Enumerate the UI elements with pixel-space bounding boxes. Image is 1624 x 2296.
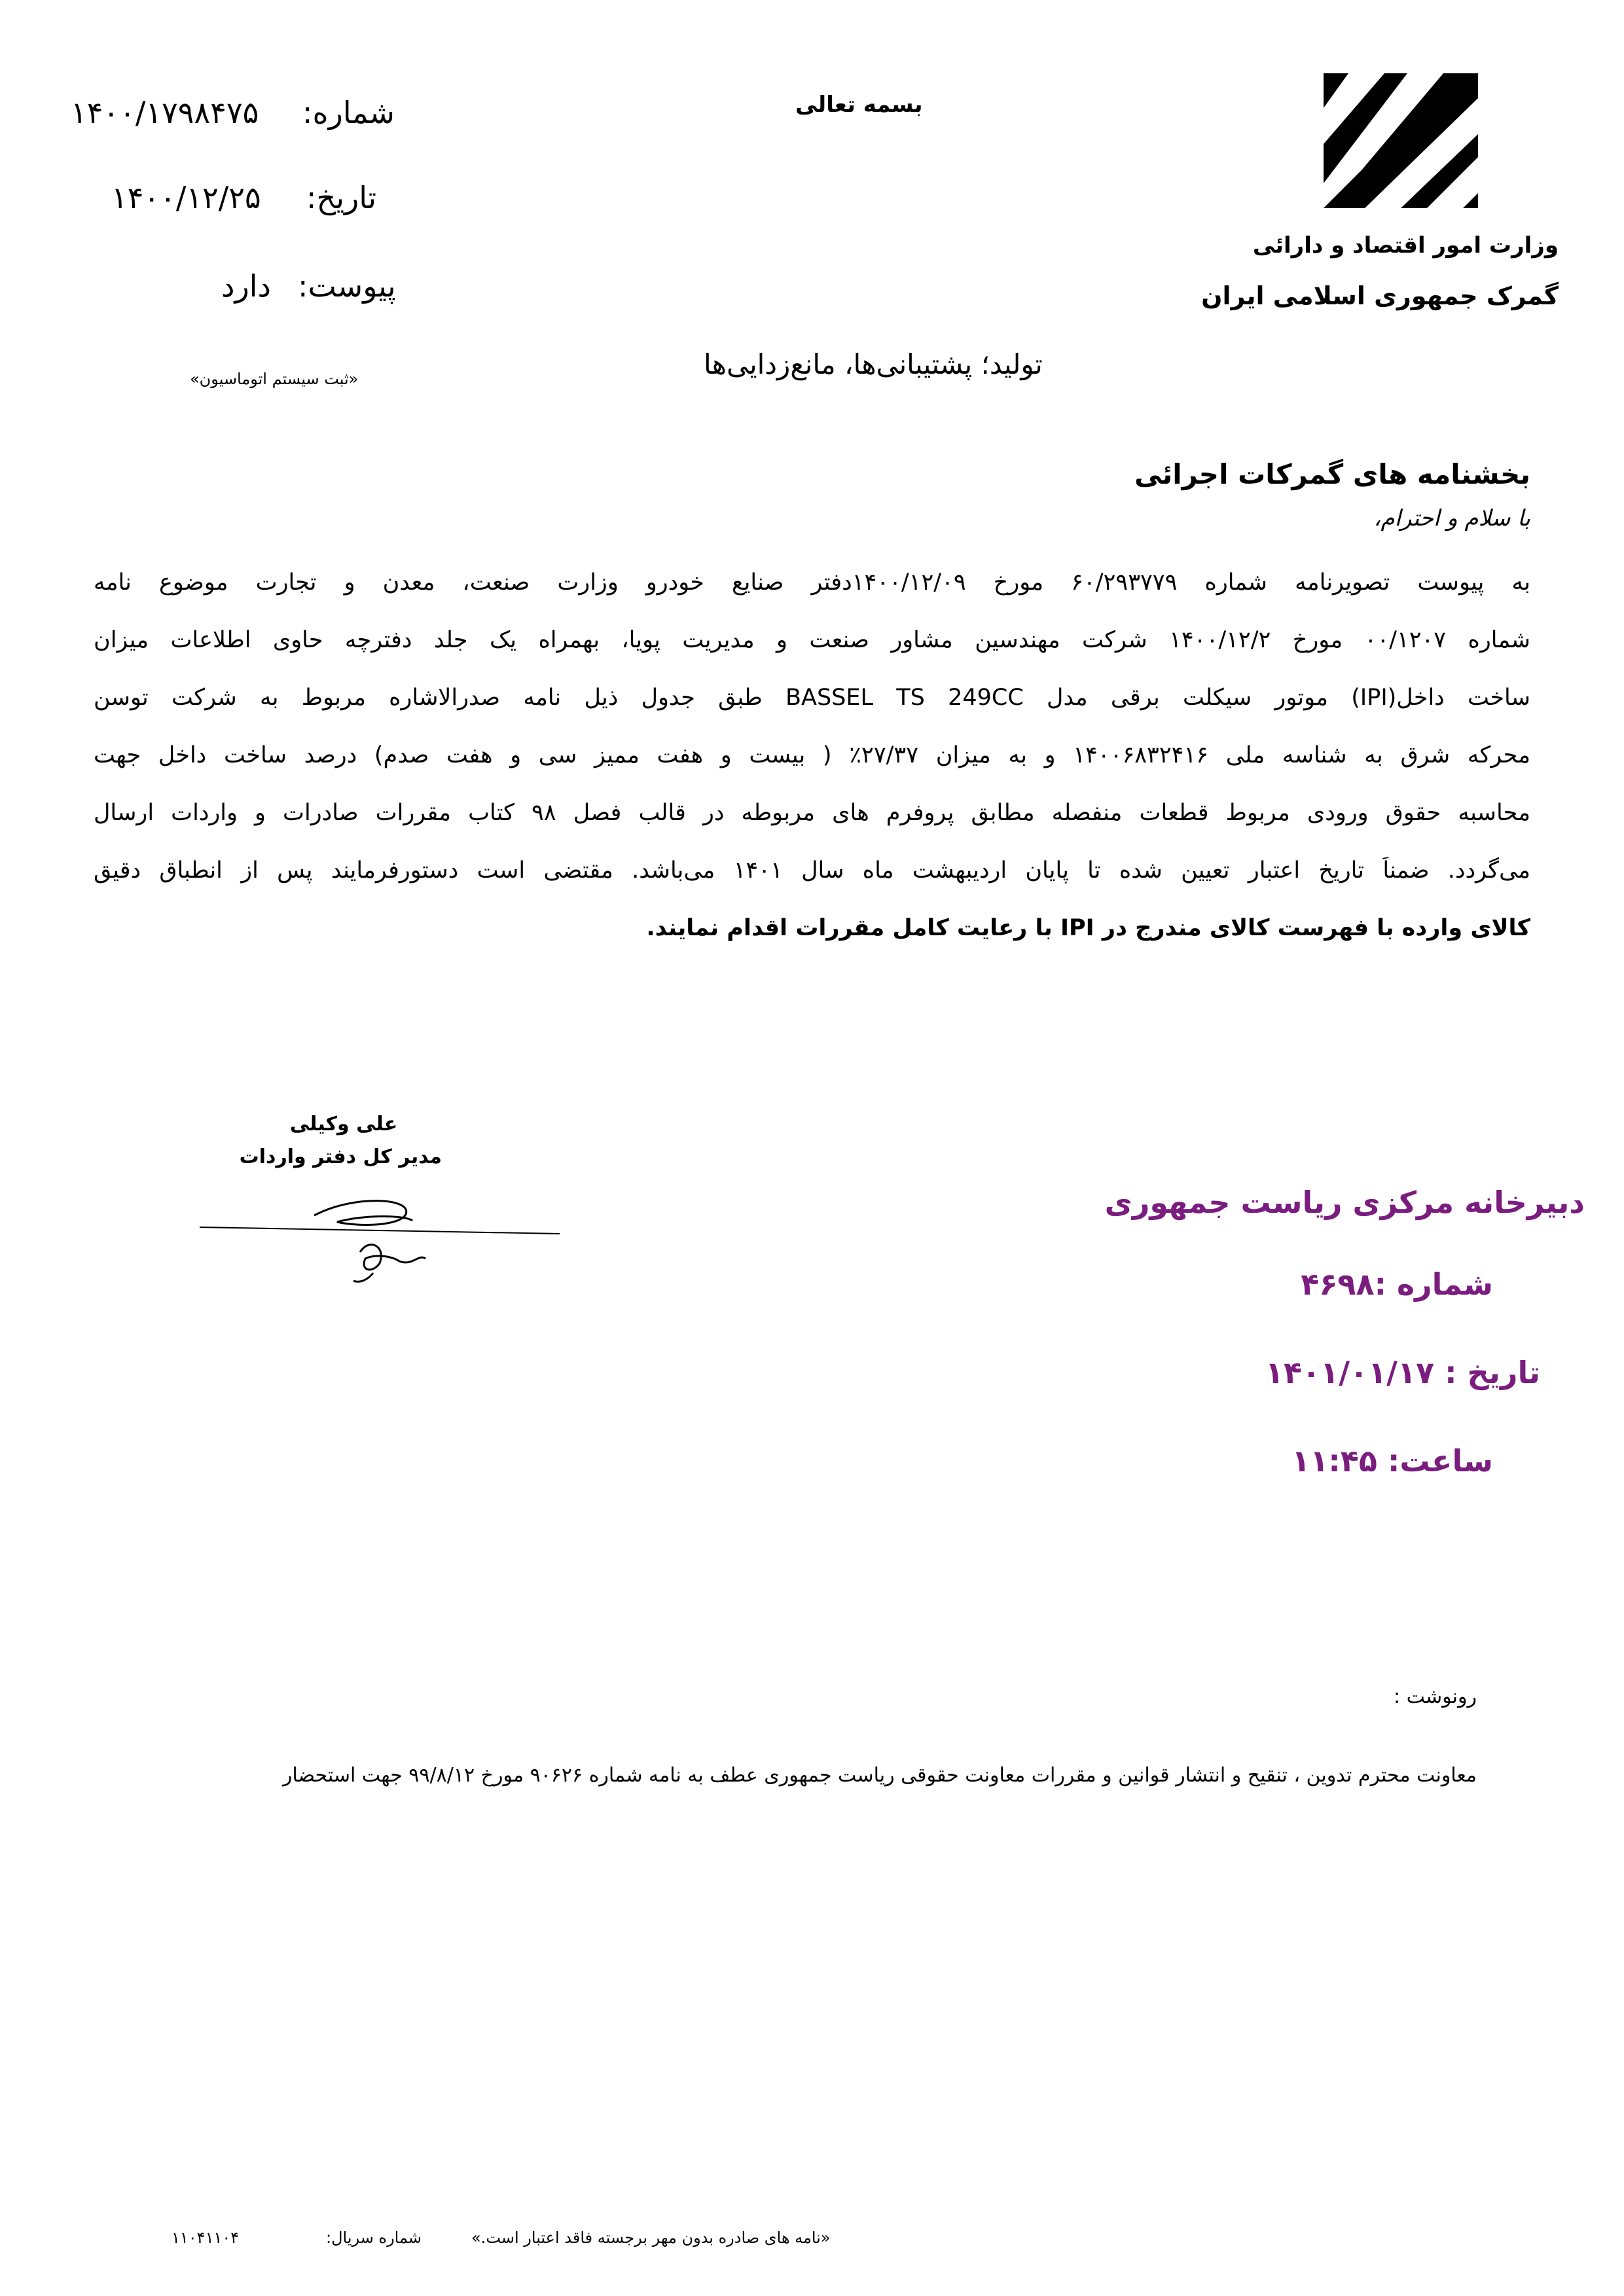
date-label: تاریخ: xyxy=(306,180,377,215)
customs-logo xyxy=(1322,72,1479,209)
body-line: می‌گردد. ضمناً تاریخ اعتبار تعیین شده تا پایان اردیبهشت ماه سال ۱۴۰۱ می‌باشد. مقتضی است دستورفرمایند پس از انطباق دقیق xyxy=(94,857,1530,884)
body-line: به پیوست تصویرنامه شماره ۶۰/۲۹۳۷۷۹ مورخ ۱۴۰۰/۱۲/۰۹دفتر صنایع خودرو وزارت صنعت، معدن و تجارت موضوع نامه xyxy=(94,569,1530,596)
footer-disclaimer: «نامه های صادره بدون مهر برجسته فاقد اعتبار است.» xyxy=(471,2229,831,2247)
letter-title: بخشنامه های گمرکات اجرائی xyxy=(1134,458,1530,490)
cc-recipient: معاونت محترم تدوین ، تنقیح و انتشار قوانین و مقررات معاونت حقوقی ریاست جمهوری عطف به نامه شماره ۹۰۶۲۶ مورخ ۹۹/۸/۱۲ جهت استحضار xyxy=(282,1764,1477,1787)
body-line: محرکه شرق به شناسه ملی ۱۴۰۰۶۸۳۲۴۱۶ و به میزان ۲۷/۳۷٪ ( بیست و هفت ممیز سی و هفت صدم) درصد ساخت داخل جهت xyxy=(94,742,1530,768)
stamp-number: شماره :۴۶۹۸ xyxy=(1301,1266,1493,1302)
body-line: ساخت داخل(IPI) موتور سیکلت برقی مدل BASSEL TS 249CC طبق جدول ذیل نامه صدرالاشاره مربوط به شرکت توسن xyxy=(94,685,1530,711)
signature-mark xyxy=(196,1175,563,1286)
attachment-value: دارد xyxy=(221,268,271,304)
body-line: کالای وارده با فهرست کالای مندرج در IPI با رعایت کامل مقررات اقدام نمایند. xyxy=(646,915,1530,941)
number-label: شماره: xyxy=(302,95,395,130)
serial-value: ۱۱۰۴۱۱۰۴ xyxy=(171,2229,240,2247)
attachment-label: پیوست: xyxy=(298,268,396,304)
greeting: با سلام و احترام، xyxy=(1373,505,1530,531)
body-line: شماره ۰۰/۱۲۰۷ مورخ ۱۴۰۰/۱۲/۲ شرکت مهندسین مشاور صنعت و مدیریت پویا، بهمراه یک جلد دفترچه حاوی اطلاعات میزان xyxy=(94,627,1530,653)
body-line: محاسبه حقوق ورودی مربوط قطعات منفصله مطابق پروفرم های مربوطه در قالب فصل ۹۸ کتاب مقررات صادرات و واردات ارسال xyxy=(94,800,1530,826)
signer-name: علی وکیلی xyxy=(289,1113,398,1136)
number-value: ۱۴۰۰/۱۷۹۸۴۷۵ xyxy=(71,95,259,130)
date-value: ۱۴۰۰/۱۲/۲۵ xyxy=(111,180,261,215)
bismillah: بسمه تعالی xyxy=(795,92,923,118)
registration-note: «ثبت سیستم اتوماسیون» xyxy=(190,370,359,388)
letter-topic: تولید؛ پشتیبانی‌ها، مانع‌زدایی‌ها xyxy=(704,348,1043,380)
serial-label: شماره سریال: xyxy=(326,2229,422,2247)
ministry-name: وزارت امور اقتصاد و دارائی xyxy=(1252,232,1559,259)
stamp-date: تاریخ : ۱۴۰۱/۰۱/۱۷ xyxy=(1265,1355,1540,1390)
cc-label: رونوشت : xyxy=(1393,1685,1477,1708)
secretariat-name: دبیرخانه مرکزی ریاست جمهوری xyxy=(1104,1185,1585,1220)
signer-position: مدیر کل دفتر واردات xyxy=(239,1145,442,1168)
stamp-time: ساعت: ۱۱:۴۵ xyxy=(1291,1443,1493,1479)
customs-name: گمرک جمهوری اسلامی ایران xyxy=(1201,281,1559,310)
